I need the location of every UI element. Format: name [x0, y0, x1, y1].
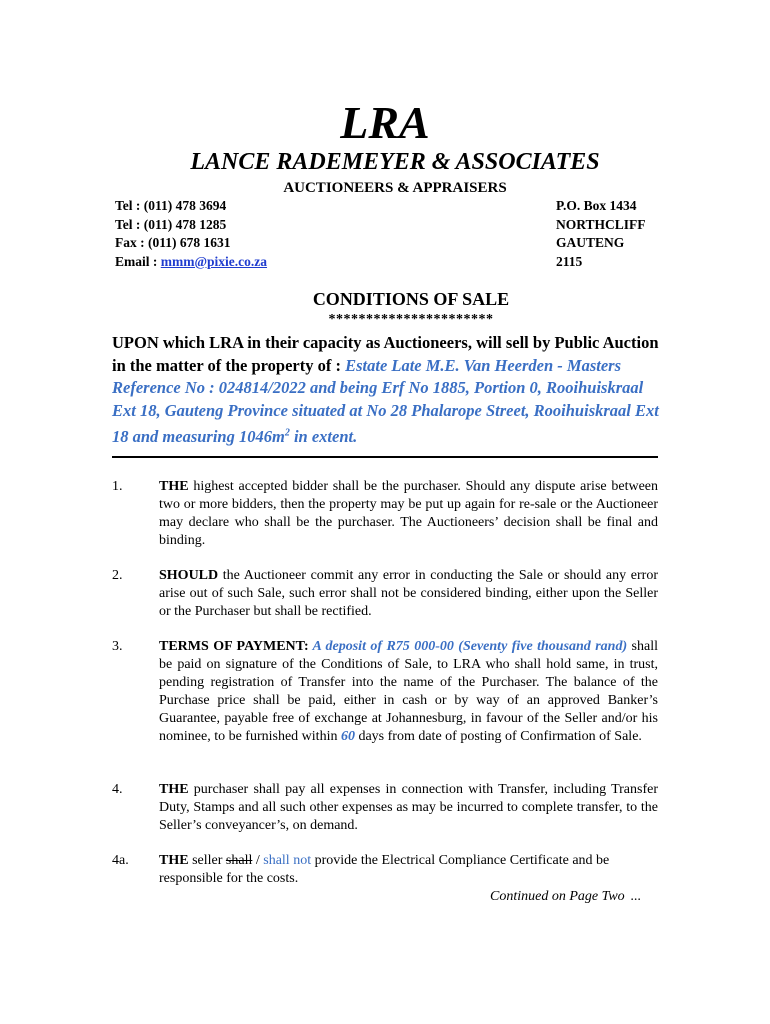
shall-not-option: shall not	[263, 853, 312, 868]
item-body-tail: days from date of posting of Confirmation of Sale.	[354, 729, 642, 744]
item-text	[159, 638, 658, 746]
property-tail: in extent.	[289, 426, 358, 446]
item-text	[159, 781, 658, 835]
contact-block	[115, 197, 267, 271]
address-line-3: GAUTENG	[556, 235, 625, 250]
condition-item-3	[112, 638, 658, 746]
intro-lead: UPON which LRA in their capacity as Auctioneers, will sell by Public Auction in the matter of the property of :	[112, 333, 659, 375]
tel-2: Tel : (011) 478 1285	[115, 216, 227, 232]
email-row	[115, 253, 267, 272]
divider-rule	[112, 456, 658, 458]
item-number: 3.	[112, 639, 123, 654]
item-number: 4a.	[112, 853, 129, 868]
email-label: Email :	[115, 253, 158, 269]
firm-subtitle: AUCTIONEERS & APPRAISERS	[283, 180, 507, 196]
deposit-amount: A deposit of R75 000-00 (Seventy five thousand rand)	[308, 639, 628, 654]
item-lead: THE	[159, 479, 189, 494]
item-lead: THE	[159, 853, 189, 868]
property-text: Estate Late M.E. Van Heerden - Masters Reference No : 024814/2022 and being Erf No 1885, Portion 0, Rooihuiskraal Ext 18, Gauteng Province situated at No 28 Phalarope Street, Rooihuiskraal Ext 18 and measuring 1046m	[112, 355, 659, 446]
item-number: 1.	[112, 479, 123, 494]
struck-shall: shall	[225, 853, 253, 868]
email-link[interactable]: mmm@pixie.co.za	[160, 253, 268, 269]
item-text	[159, 852, 658, 888]
item-lead: TERMS OF PAYMENT:	[159, 639, 309, 654]
item-lead: THE	[159, 782, 189, 797]
continued-text: Continued on Page Two	[490, 889, 625, 904]
title-underline-stars: **********************	[328, 312, 494, 327]
continued-ellipsis: ...	[630, 889, 642, 904]
item-number: 4.	[112, 782, 123, 797]
address-line-4: 2115	[556, 253, 583, 269]
postal-address	[556, 197, 646, 271]
condition-item-4a	[112, 852, 658, 888]
item-body: purchaser shall pay all expenses in connection with Transfer, including Transfer Duty, Stamps and all such other expenses as may be incurred to complete transfer, to the Seller’s conveyancer’s, on demand.	[159, 782, 658, 833]
condition-item-1	[112, 478, 658, 550]
item-text	[159, 478, 658, 550]
address-line-1: P.O. Box 1434	[556, 198, 637, 213]
lra-logo-text: LRA	[340, 97, 430, 148]
fax: Fax : (011) 678 1631	[115, 235, 231, 250]
address-line-2: NORTHCLIFF	[556, 216, 646, 232]
area-superscript: 2	[284, 427, 290, 438]
slash-separator: /	[252, 853, 264, 868]
page-title: CONDITIONS OF SALE	[312, 289, 510, 309]
condition-item-4	[112, 781, 658, 835]
intro-paragraph	[112, 332, 660, 448]
item-lead: SHOULD	[159, 568, 219, 583]
item-body: the Auctioneer commit any error in conducting the Sale or should any error arise out of such Sale, such error shall not be considered binding, either upon the Seller or the Purchaser but shall be rectified.	[159, 568, 658, 619]
item-body-tail: provide the Electrical Compliance Certificate and be responsible for the costs.	[159, 853, 610, 886]
item-body: shall be paid on signature of the Conditions of Sale, to LRA who shall hold same, in trust, pending registration of Transfer into the name of the Purchaser. The balance of the Purchase price shall be paid, either in cash or by way of an approved Banker’s Guarantee, payable free of exchange at Johannesburg, in favour of the Seller and/or his nominee, to be furnished within	[159, 639, 658, 744]
firm-name: LANCE RADEMEYER & ASSOCIATES	[190, 149, 600, 175]
item-number: 2.	[112, 568, 123, 583]
continued-note	[490, 888, 641, 906]
condition-item-2	[112, 567, 658, 621]
item-body: highest accepted bidder shall be the purchaser. Should any dispute arise between two or more bidders, then the property may be put up again for re-sale or the Auctioneer may declare who shall be the purchaser. The Auctioneers’ decision shall be final and binding.	[159, 479, 658, 548]
tel-1: Tel : (011) 478 3694	[115, 198, 227, 213]
item-body: seller	[188, 853, 226, 868]
item-text	[159, 567, 658, 621]
days-value: 60	[340, 729, 355, 744]
